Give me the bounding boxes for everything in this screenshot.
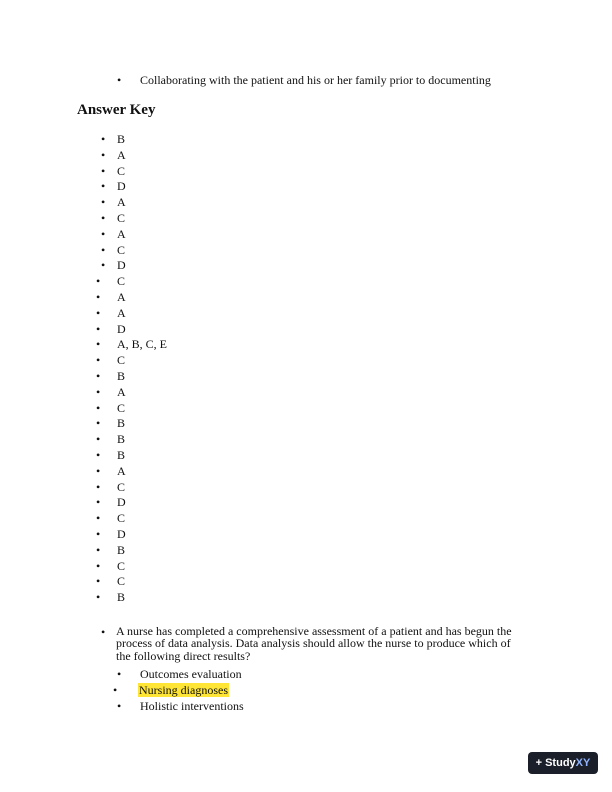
answer-value: C xyxy=(117,274,126,288)
bullet: • xyxy=(96,385,101,399)
answer-value: C xyxy=(117,243,126,257)
answer-value: A xyxy=(117,195,126,209)
answer-value: B xyxy=(117,416,126,430)
answer-key-heading: Answer Key xyxy=(77,102,156,118)
bullet: • xyxy=(101,211,106,225)
answer-value: D xyxy=(117,527,126,541)
bullet: • xyxy=(96,464,101,478)
bullet: • xyxy=(96,353,101,367)
bullet: • xyxy=(113,683,118,697)
answer-value: C xyxy=(117,574,126,588)
bullet: • xyxy=(96,574,101,588)
answer-value: C xyxy=(117,511,126,525)
question-option: Holistic interventions xyxy=(140,699,244,713)
answer-value: A xyxy=(117,306,126,320)
answer-value: B xyxy=(117,432,126,446)
bullet: • xyxy=(96,590,101,604)
answer-value: A xyxy=(117,148,126,162)
answer-value: A xyxy=(117,227,126,241)
plus-icon: + xyxy=(535,757,543,769)
bullet: • xyxy=(96,306,101,320)
bullet: • xyxy=(96,511,101,525)
bullet: • xyxy=(96,448,101,462)
answer-value: D xyxy=(117,179,126,193)
bullet: • xyxy=(101,164,106,178)
answer-value: A xyxy=(117,290,126,304)
bullet: • xyxy=(101,227,106,241)
answer-value: A, B, C, E xyxy=(117,337,168,351)
bullet: • xyxy=(101,195,106,209)
answer-value: A xyxy=(117,464,126,478)
answer-value: C xyxy=(117,353,126,367)
bullet: • xyxy=(96,401,101,415)
answer-value: D xyxy=(117,258,126,272)
answer-value: B xyxy=(117,448,126,462)
question-stem: A nurse has completed a comprehensive assessment of a patient and has begun the process of data analysis. Data analysis should allow the nurse to produce which of the following direct results? xyxy=(116,624,512,663)
bullet: • xyxy=(96,480,101,494)
answer-value: B xyxy=(117,369,126,383)
question-option: Outcomes evaluation xyxy=(140,667,242,681)
bullet: • xyxy=(117,699,122,713)
badge-xy-text: XY xyxy=(575,757,591,769)
answer-value: C xyxy=(117,480,126,494)
bullet: • xyxy=(101,258,106,272)
bullet: • xyxy=(117,73,122,87)
answer-value: D xyxy=(117,322,126,336)
bullet: • xyxy=(96,369,101,383)
answer-value: C xyxy=(117,559,126,573)
bullet: • xyxy=(101,243,106,257)
bullet: • xyxy=(101,132,106,146)
top-list-item: Collaborating with the patient and his or her family prior to documenting xyxy=(140,73,491,87)
answer-value: C xyxy=(117,401,126,415)
answer-value: B xyxy=(117,590,126,604)
bullet: • xyxy=(96,432,101,446)
bullet: • xyxy=(96,495,101,509)
answer-value: B xyxy=(117,543,126,557)
bullet: • xyxy=(96,322,101,336)
bullet: • xyxy=(101,179,106,193)
bullet: • xyxy=(96,290,101,304)
bullet: • xyxy=(96,559,101,573)
bullet: • xyxy=(96,527,101,541)
bullet: • xyxy=(96,337,101,351)
question-option-highlighted: Nursing diagnoses xyxy=(139,683,228,697)
studyxy-badge[interactable] xyxy=(528,752,598,774)
bullet: • xyxy=(96,543,101,557)
answer-value: D xyxy=(117,495,126,509)
answer-value: A xyxy=(117,385,126,399)
bullet: • xyxy=(96,416,101,430)
answer-value: C xyxy=(117,211,126,225)
badge-study-text: Study xyxy=(545,757,576,769)
bullet: • xyxy=(96,274,101,288)
answer-value: C xyxy=(117,164,126,178)
bullet: • xyxy=(101,625,106,639)
answer-value: B xyxy=(117,132,126,146)
bullet: • xyxy=(117,667,122,681)
bullet: • xyxy=(101,148,106,162)
